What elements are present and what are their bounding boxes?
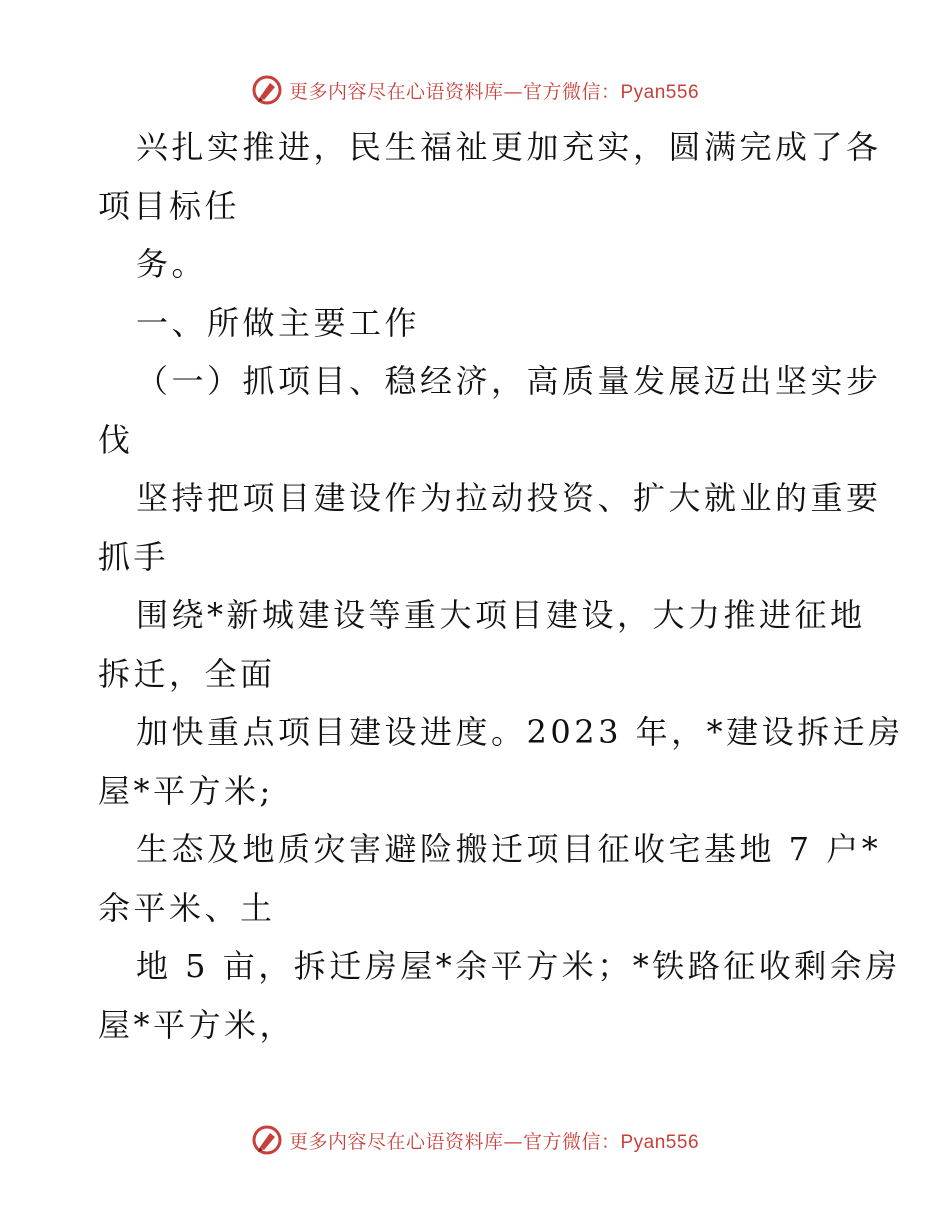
watermark-text xyxy=(289,77,699,104)
body-line: 围绕*新城建设等重大项目建设，大力推进征地 xyxy=(136,596,866,634)
header-watermark xyxy=(0,70,950,110)
subsection-heading: （一）抓项目、稳经济，高质量发展迈出坚实步 xyxy=(136,362,882,400)
watermark-wechat-id: Pyan556 xyxy=(620,81,700,103)
body-line: 屋*平方米， xyxy=(98,1005,296,1044)
watermark-label: 更多内容尽在心语资料库—官方微信： xyxy=(288,80,621,103)
body-line: 坚持把项目建设作为拉动投资、扩大就业的重要 xyxy=(136,479,882,517)
footer-watermark xyxy=(0,1120,950,1160)
body-line: 加快重点项目建设进度。2023 年，*建设拆迁房 xyxy=(136,713,904,751)
body-line: 伐 xyxy=(98,420,134,459)
section-heading: 一、所做主要工作 xyxy=(136,303,421,342)
body-line: 余平米、土 xyxy=(98,888,276,927)
body-line: 务。 xyxy=(136,245,208,283)
watermark-label: 更多内容尽在心语资料库—官方微信： xyxy=(288,1130,621,1153)
pen-nib-icon xyxy=(251,74,283,106)
pen-nib-icon xyxy=(251,1124,283,1156)
body-line: 屋*平方米; xyxy=(98,771,274,810)
body-line: 兴扎实推进，民生福祉更加充实，圆满完成了各 xyxy=(136,128,882,166)
body-line: 拆迁，全面 xyxy=(98,654,276,693)
watermark-wechat-id: Pyan556 xyxy=(620,1131,700,1153)
body-line: 生态及地质灾害避险搬迁项目征收宅基地 7 户* xyxy=(136,830,882,868)
body-line: 抓手 xyxy=(98,537,170,576)
watermark-text xyxy=(289,1127,699,1154)
body-line: 地 5 亩，拆迁房屋*余平方米；*铁路征收剩余房 xyxy=(136,947,901,985)
body-line: 项目标任 xyxy=(98,186,241,225)
document-body xyxy=(98,118,904,1054)
